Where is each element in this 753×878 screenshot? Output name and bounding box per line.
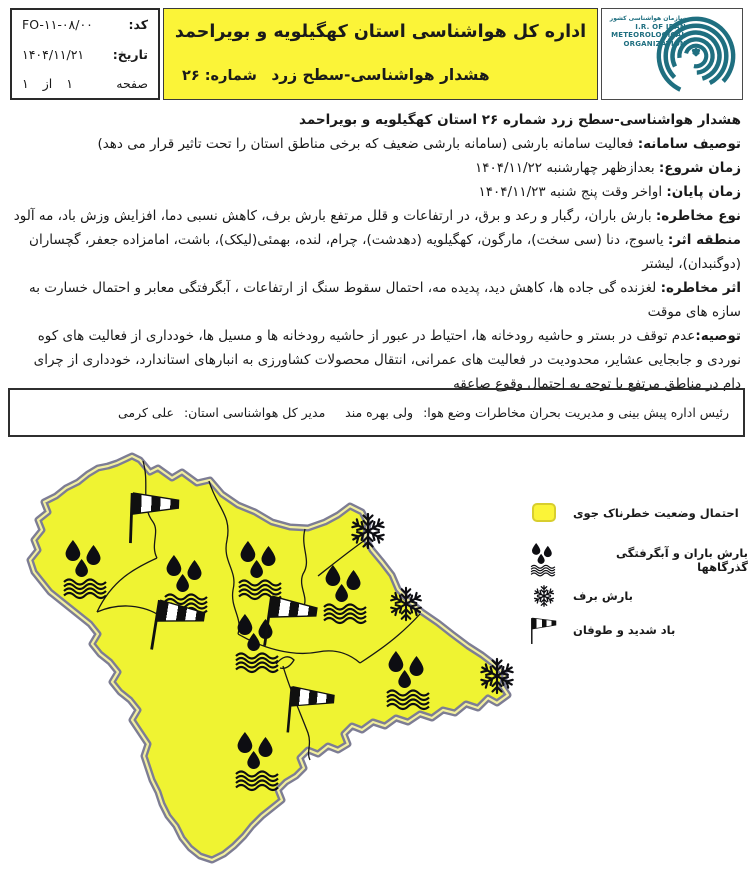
logo-line-fa: سازمان هواشناسی کشور	[609, 15, 686, 22]
date-label: تاریخ:	[112, 46, 148, 62]
field-hazard-effect	[12, 276, 741, 324]
warning-level-title: هشدار هواشناسی-سطح زرد	[271, 66, 490, 84]
legend-label: باد شدید و طوفان	[573, 623, 676, 637]
header	[10, 8, 743, 100]
legend-label: بارش باران و آبگرفتگی گذرگاهها	[616, 546, 748, 574]
field-label: توصیف سامانه:	[637, 136, 741, 152]
map-legend	[528, 503, 748, 652]
field-text: فعالیت سامانه بارشی (سامانه بارشی ضعیف که برخی مناطق استان را تحت تاثیر قرار می دهد)	[97, 136, 638, 152]
date-value: ۱۴۰۴/۱۱/۲۱	[22, 46, 85, 62]
field-text: اواخر وقت پنج شنبه ۱۴۰۴/۱۱/۲۳	[478, 184, 667, 200]
director-general-label: مدیر کل هواشناسی استان:	[183, 405, 326, 420]
rain-flood-icon	[528, 543, 558, 577]
code-label: کد:	[128, 17, 148, 32]
legend-label: احتمال وضعیت خطرناک جوی	[573, 505, 739, 520]
page-value: ۱ از ۱	[22, 76, 73, 91]
field-recommendation	[12, 324, 741, 396]
forecast-chief-label: رئیس اداره پیش بینی و مدیریت بحران مخاطرات وضع هوا:	[423, 405, 729, 420]
logo-line-en3: ORGANIZATION	[623, 40, 686, 48]
warning-headline: هشدار هواشناسی-سطح زرد شماره ۲۶ استان کهگیلویه و بویراحمد	[299, 112, 741, 128]
field-affected-area	[12, 228, 741, 276]
doc-date-row	[22, 47, 148, 62]
field-label: زمان شروع:	[658, 160, 741, 176]
legend-item-hazard	[528, 503, 748, 522]
director-general-name: علی کرمی	[118, 405, 174, 420]
meteorological-organization-logo-icon	[653, 13, 739, 99]
director-general-signature	[118, 405, 325, 420]
field-end-time	[12, 180, 741, 204]
field-text: عدم توقف در بستر و حاشیه رودخانه ها، احتیاط در عبور از حاشیه رودخانه ها و مسیل ها، خودداری از فعالیت های کوه نوردی و جابجایی عشایر، محدودیت در فعالیت های عمرانی، انتقال محصولات کشاورزی به انبارهای استاندارد، خودداری از چرای دام در مناطق مرتفع با توجه به احتمال وقوع صاعقه	[33, 328, 741, 392]
code-value: FO-۱۱-۰۸/۰۰	[22, 17, 93, 32]
forecast-chief-name: ولی بهره مند	[345, 405, 414, 420]
field-hazard-type	[12, 204, 741, 228]
windsock-icon	[528, 615, 560, 645]
field-text: یاسوج، دنا (سی سخت)، مارگون، کهگیلویه (دهدشت)، چرام، لنده، بهمئی(لیکک)، باشت، امامزاده جعفر، گچساران (دوگنبدان)، لیشتر	[29, 232, 741, 272]
field-start-time	[12, 156, 741, 180]
field-system-description	[12, 132, 741, 156]
warning-body-text	[12, 108, 741, 396]
document-meta-box	[10, 8, 160, 100]
logo-line-en1: I.R. OF IRAN	[635, 22, 686, 31]
signature-box	[8, 388, 745, 437]
field-text: لغزنده گی جاده ها، کاهش دید، پدیده مه، احتمال سقوط سنگ از ارتفاعات ، آبگرفتگی معابر و احتمال خسارت به سازه های موقت	[28, 280, 741, 320]
field-label: توصیه:	[695, 328, 741, 344]
field-text: بعدازظهر چهارشنبه ۱۴۰۴/۱۱/۲۲	[474, 160, 659, 176]
organization-title: اداره کل هواشناسی استان کهگیلویه و بویراحمد	[174, 22, 587, 42]
legend-item-rain	[528, 543, 748, 577]
legend-label: بارش برف	[573, 589, 633, 603]
page-label: صفحه	[116, 76, 148, 91]
logo-line-en2: METEOROLOGICAL	[611, 31, 686, 40]
logo-box	[601, 8, 743, 100]
warning-number: شماره: ۲۶	[182, 68, 257, 84]
field-label: اثر مخاطره:	[660, 280, 741, 296]
legend-item-snow	[528, 584, 748, 608]
title-banner	[163, 8, 598, 100]
forecast-chief-signature	[345, 405, 729, 420]
legend-item-wind	[528, 615, 748, 645]
province-warning-map	[8, 448, 528, 878]
field-label: نوع مخاطره:	[655, 208, 741, 224]
field-label: زمان پایان:	[666, 184, 741, 200]
snowfall-icon	[528, 584, 560, 608]
field-label: منطقه اثر:	[667, 232, 741, 248]
yellow-hazard-swatch	[528, 503, 560, 522]
field-text: بارش باران، رگبار و رعد و برق، در ارتفاعات و قلل مرتفع بارش برف، کاهش نسبی دما، افزایش وزش باد، مه آلود	[13, 208, 656, 224]
doc-code-row	[22, 17, 148, 32]
doc-page-row	[22, 76, 148, 91]
